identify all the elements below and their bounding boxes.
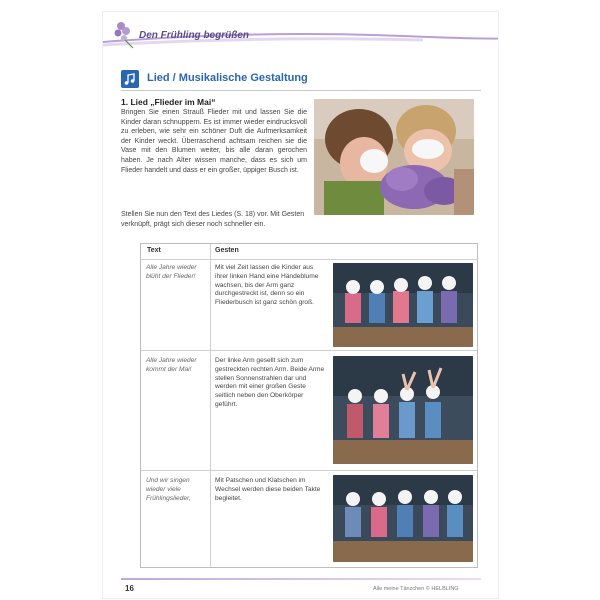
intro-paragraph-2: Stellen Sie nun den Text des Liedes (S. 18) vor. Mit Gesten verknüpft, prägt sich dieser noch schneller ein. bbox=[121, 211, 305, 228]
footer-credit: Alle meine Tänzchen © HELBLING bbox=[373, 586, 459, 592]
table-header-gesture: Gesten bbox=[215, 247, 239, 254]
header-title: Den Frühling begrüßen bbox=[139, 30, 249, 41]
section-heading bbox=[121, 70, 481, 92]
children-gesture-photo-2 bbox=[333, 356, 473, 464]
gesture-table bbox=[140, 243, 478, 568]
table-cell-text: Alle Jahre wieder kommt der Mai! bbox=[146, 357, 197, 373]
table-divider bbox=[141, 470, 477, 471]
table-cell-gesture: Mit viel Zeit lassen die Kinder aus ihrer linken Hand eine Händeblume wachsen, bis der Arm ganz durchgestreckt ist, denn so ein Fliederbusch ist ganz schön groß. bbox=[215, 264, 319, 307]
table-cell-gesture: Mit Patschen und Klatschen im Wechsel werden diese beiden Takte begleitet. bbox=[215, 477, 321, 502]
table-cell-text: Und wir singen wieder viele Frühlingslieder, bbox=[146, 477, 191, 502]
footer-divider bbox=[121, 578, 481, 580]
section-divider bbox=[121, 90, 481, 91]
document-page bbox=[103, 12, 498, 598]
intro-paragraph-1: Bringen Sie einen Strauß Flieder mit und lassen Sie die Kinder daran schnuppern. Es ist immer wieder eindrucksvoll zu erleben, wie sehr ein schöner Duft die Aufmerksamkeit der Kinder weckt. Überraschend achtsam reichen sie die Vase mit den Blumen weiter, bis alle daran gerochen haben. Je nach Alter wissen manche, dass es sich um Flieder handelt und dass er ein großer, üppiger Busch ist. bbox=[121, 109, 307, 174]
table-cell-text: Alle Jahre wieder blüht der Flieder! bbox=[146, 264, 197, 280]
table-divider bbox=[141, 350, 477, 351]
table-cell-gesture: Der linke Arm gesellt sich zum gestreckten rechten Arm. Beide Arme stellen Sonnenstrahlen dar und werden mit einer großen Geste seitlich neben den Oberkörper geführt. bbox=[215, 357, 325, 408]
children-gesture-photo-1 bbox=[333, 263, 473, 347]
table-header-text: Text bbox=[147, 247, 161, 254]
table-column-divider bbox=[210, 244, 211, 567]
music-note-icon bbox=[121, 70, 139, 88]
children-smelling-lilac-photo bbox=[314, 99, 474, 215]
section-title: Lied / Musikalische Gestaltung bbox=[147, 72, 308, 84]
table-divider bbox=[141, 259, 477, 260]
song-heading: 1. Lied „Flieder im Mai“ bbox=[121, 97, 216, 107]
page-header bbox=[103, 12, 498, 52]
page-number: 16 bbox=[125, 584, 134, 593]
children-gesture-photo-3 bbox=[333, 475, 473, 562]
